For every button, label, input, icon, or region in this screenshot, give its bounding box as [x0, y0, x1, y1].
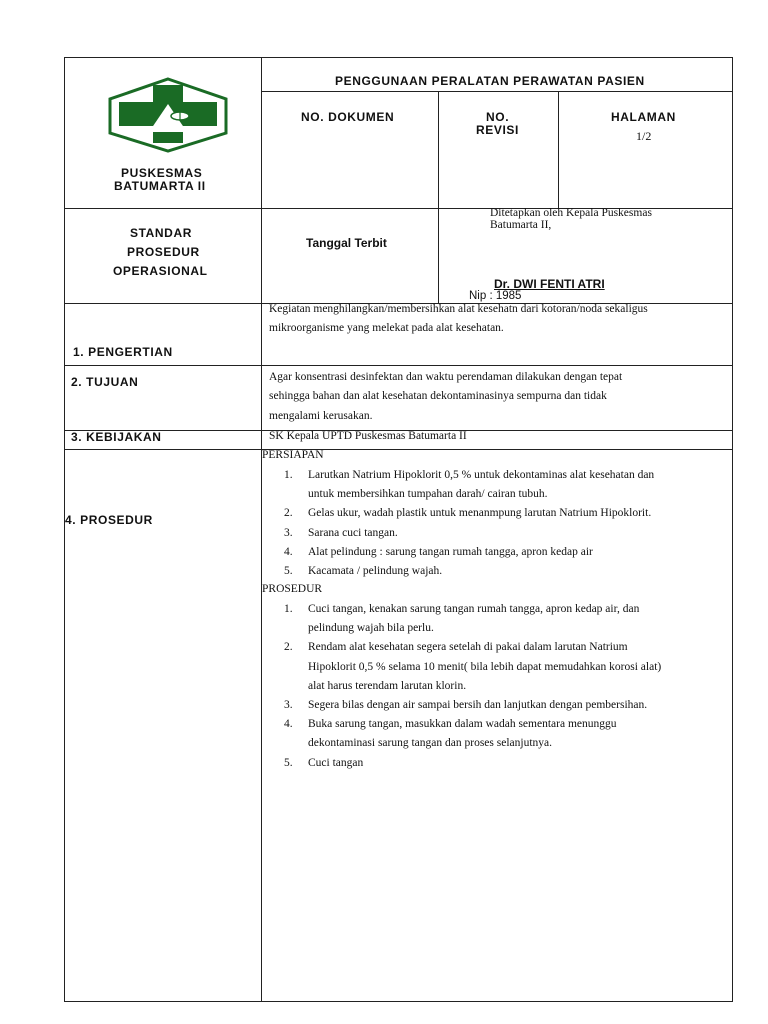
no-dokumen-label: NO. DOKUMEN — [301, 110, 395, 124]
tujuan-text-line2: sehingga bahan dan alat kesehatan dekontaminasinya sempurna dan tidak — [269, 390, 607, 402]
signer-nip: Nip : 1985 — [469, 290, 522, 302]
prosedur-steps-list — [262, 600, 732, 773]
tujuan-text-line1: Agar konsentrasi desinfektan dan waktu perendaman dilakukan dengan tepat — [269, 371, 623, 383]
org-name-line2: BATUMARTA II — [114, 179, 206, 193]
dokumen-revisi-divider — [438, 91, 439, 303]
list-item-number: 2. — [284, 641, 293, 654]
ditetapkan-line2: Batumarta II, — [490, 219, 552, 231]
list-item-number: 1. — [284, 603, 293, 615]
list-item-number: 3. — [284, 699, 293, 712]
list-item-text: pelindung wajah bila perlu. — [308, 622, 434, 635]
pengertian-label: 1. PENGERTIAN — [73, 345, 173, 359]
list-item-text: Cuci tangan — [308, 756, 364, 769]
sop-label-line3: OPERASIONAL — [113, 264, 208, 278]
ditetapkan-line1: Ditetapkan oleh Kepala Puskesmas — [490, 207, 652, 219]
prosedur-heading: PROSEDUR — [262, 583, 323, 595]
tanggal-terbit-label: Tanggal Terbit — [306, 236, 387, 250]
document-title: PENGGUNAAN PERALATAN PERAWATAN PASIEN — [335, 74, 645, 88]
pengertian-row-divider — [64, 365, 733, 366]
list-item — [262, 466, 732, 485]
list-item — [262, 754, 732, 773]
list-item-text: untuk membersihkan tumpahan darah/ cairan tubuh. — [308, 488, 548, 501]
pengertian-text-line1: Kegiatan menghilangkan/membersihkan alat kesehatn dari kotoran/noda sekaligus — [269, 303, 648, 315]
no-revisi-label-line1: NO. — [486, 110, 510, 124]
org-name-line1: PUSKESMAS — [121, 166, 203, 180]
list-item — [262, 524, 732, 543]
list-item-text: Segera bilas dengan air sampai bersih dan lanjutkan dengan pembersihan. — [308, 699, 648, 712]
list-item-text: Buka sarung tangan, masukkan dalam wadah sementara menunggu — [308, 718, 617, 731]
list-item — [262, 485, 732, 504]
title-row-divider — [261, 91, 733, 92]
persiapan-heading: PERSIAPAN — [262, 449, 324, 461]
sop-label-line1: STANDAR — [130, 226, 192, 240]
list-item-text: Cuci tangan, kenakan sarung tangan rumah tangga, apron kedap air, dan — [308, 603, 640, 615]
kebijakan-label: 3. KEBIJAKAN — [71, 430, 162, 444]
list-item — [262, 638, 732, 657]
sop-label-line2: PROSEDUR — [127, 245, 200, 259]
list-item-number: 4. — [284, 545, 293, 558]
list-item — [262, 562, 732, 581]
tujuan-text-line3: mengalami kerusakan. — [269, 410, 373, 422]
list-item — [262, 504, 732, 523]
kebijakan-row-divider — [64, 449, 733, 450]
persiapan-list — [262, 466, 732, 581]
list-item-text: Gelas ukur, wadah plastik untuk menanmpung larutan Natrium Hipoklorit. — [308, 507, 652, 520]
list-item-text: Alat pelindung : sarung tangan rumah tangga, apron kedap air — [308, 545, 593, 558]
list-item-text: Larutkan Natrium Hipoklorit 0,5 % untuk dekontaminas alat kesehatan dan — [308, 469, 655, 481]
halaman-value: 1/2 — [636, 129, 652, 143]
list-item — [262, 619, 732, 638]
list-item-number: 3. — [284, 526, 293, 539]
list-item-text: dekontaminasi sarung tangan dan proses selanjutnya. — [308, 737, 552, 750]
list-item-number: 5. — [284, 756, 293, 769]
list-item-text: Hipoklorit 0,5 % selama 10 menit( bila lebih dapat memudahkan korosi alat) — [308, 660, 662, 673]
list-item-number: 2. — [284, 507, 293, 520]
list-item-number: 5. — [284, 565, 293, 578]
list-item — [262, 696, 732, 715]
list-item-number: 1. — [284, 469, 293, 481]
list-item-number: 4. — [284, 718, 293, 731]
list-item-text: alat harus terendam larutan klorin. — [308, 679, 467, 692]
list-item-text: Rendam alat kesehatan segera setelah di pakai dalam larutan Natrium — [308, 641, 628, 654]
list-item — [262, 715, 732, 734]
signer-name: Dr. DWI FENTI ATRI — [494, 277, 605, 291]
revisi-halaman-divider — [558, 91, 559, 208]
prosedur-label: 4. PROSEDUR — [65, 513, 153, 527]
list-item-text: Kacamata / pelindung wajah. — [308, 565, 443, 578]
pengertian-text-line2: mikroorganisme yang melekat pada alat kesehatan. — [269, 322, 504, 334]
list-item — [262, 734, 732, 753]
kebijakan-text: SK Kepala UPTD Puskesmas Batumarta II — [269, 430, 467, 442]
no-revisi-label-line2: REVISI — [476, 123, 519, 137]
list-item — [262, 543, 732, 562]
halaman-label: HALAMAN — [611, 110, 676, 124]
list-item — [262, 600, 732, 619]
tujuan-label: 2. TUJUAN — [71, 375, 139, 389]
puskesmas-logo-icon — [107, 77, 229, 153]
list-item-text: Sarana cuci tangan. — [308, 526, 398, 539]
list-item — [262, 658, 732, 677]
list-item — [262, 677, 732, 696]
